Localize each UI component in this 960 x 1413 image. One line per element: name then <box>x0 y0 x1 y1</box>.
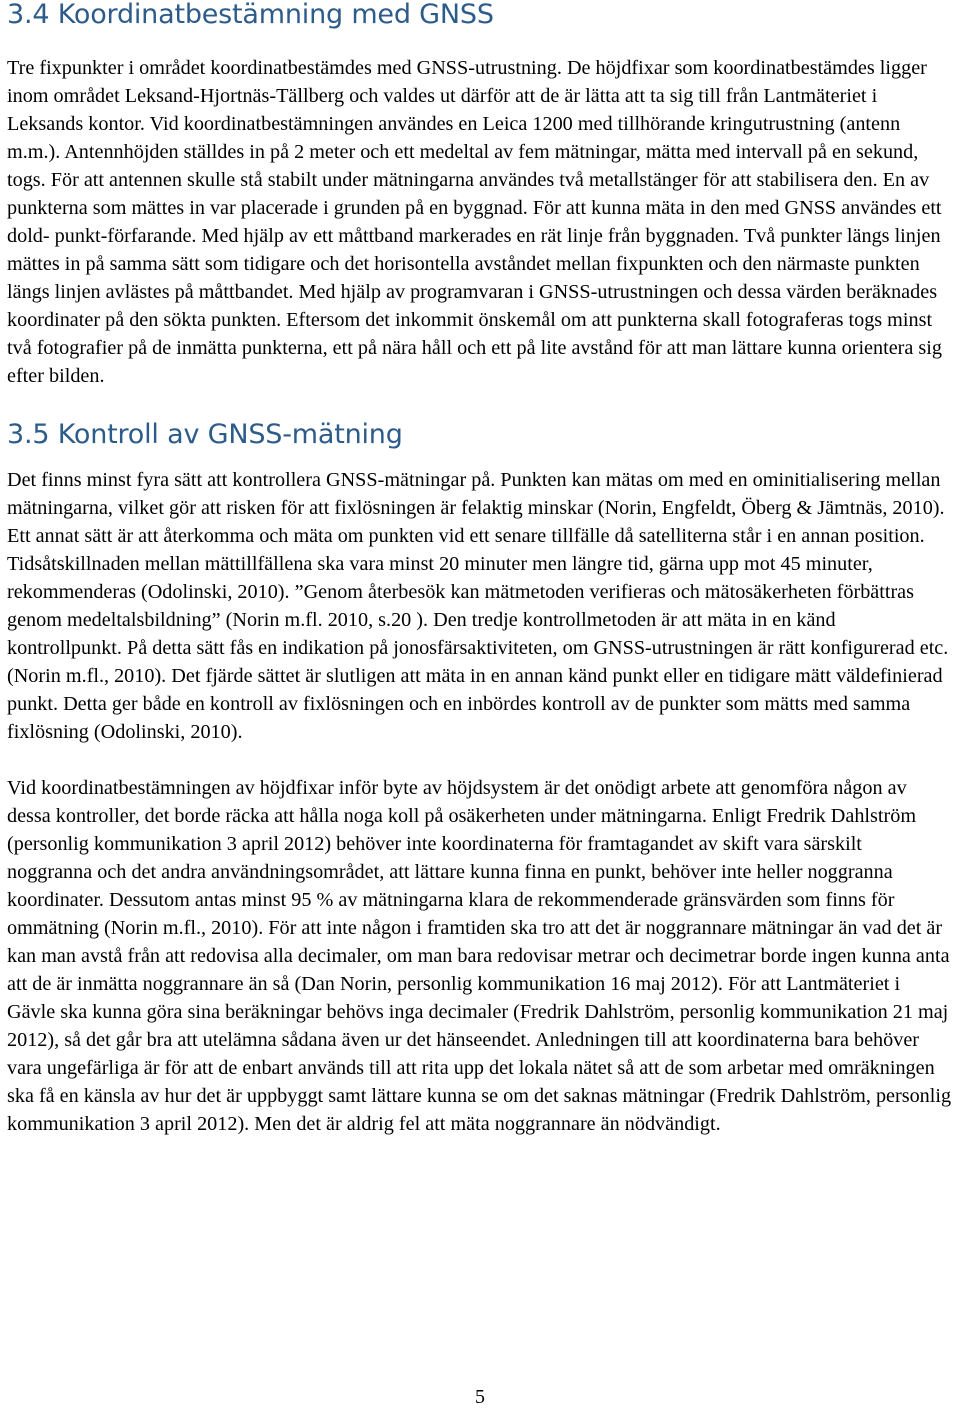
document-page <box>7 0 952 1138</box>
section-3-4-paragraph: Tre fixpunkter i området koordinatbestämdes med GNSS-utrustning. De höjdfixar som koordinatbestämdes ligger inom området Leksand-Hjortnäs-Tällberg och valdes ut därför att de är lätta att ta sig till från Lantmäteriet i Leksands kontor. Vid koordinatbestämningen användes en Leica 1200 med tillhörande kringutrustning (antenn m.m.). Antennhöjden ställdes in på 2 meter och ett medeltal av fem mätningar, mätta med intervall på en sekund, togs. För att antennen skulle stå stabilt under mätningarna användes två metallstänger för att stabilisera den. En av punkterna som mättes in var placerade i grunden på en byggnad. För att kunna mäta in den med GNSS användes ett dold- punkt-förfarande. Med hjälp av ett måttband markerades en rät linje från byggnaden. Två punkter längs linjen mättes in på samma sätt som tidigare och det horisontella avståndet mellan fixpunkten och den närmaste punkten längs linjen avlästes på måttbandet. Med hjälp av programvaran i GNSS-utrustningen och dessa värden beräknades koordinater på den sökta punkten. Eftersom det inkommit önskemål om att punkterna skall fotograferas togs minst två fotografier på de inmätta punkterna, ett på nära håll och ett på lite avstånd för att man lättare kunna orientera sig efter bilden. <box>7 57 942 387</box>
page-number: 5 <box>475 1386 485 1408</box>
section-3-5-paragraph-1: Det finns minst fyra sätt att kontrollera GNSS-mätningar på. Punkten kan mätas om med en ominitialisering mellan mätningarna, vilket gör att risken för att fixlösningen är felaktig minskar (Norin, Engfeldt, Öberg & Jämtnäs, 2010). Ett annat sätt är att återkomma och mäta om punkten vid ett senare tillfälle då satelliterna står i en annan position. Tidsåtskillnaden mellan mättillfällena ska vara minst 20 minuter men längre tid, gärna upp mot 45 minuter, rekommenderas (Odolinski, 2010). ”Genom återbesök kan mätmetoden verifieras och mätosäkerheten förbättras genom medeltalsbildning” (Norin m.fl. 2010, s.20 ). Den tredje kontrollmetoden är att mäta in en känd kontrollpunkt. På detta sätt fås en indikation på jonosfärsaktiviteten, om GNSS-utrustningen är rätt konfigurerad etc. (Norin m.fl., 2010). Det fjärde sättet är slutligen att mäta in en annan känd punkt eller en tidigare mätt väldefinierad punkt. Detta ger både en kontroll av fixlösningen och en inbördes kontroll av de punkter som mätts med samma fixlösning (Odolinski, 2010). <box>7 469 949 743</box>
section-3-5-paragraph-2: Vid koordinatbestämningen av höjdfixar inför byte av höjdsystem är det onödigt arbete att genomföra någon av dessa kontroller, det borde räcka att hålla noga koll på osäkerheten under mätningarna. Enligt Fredrik Dahlström (personlig kommunikation 3 april 2012) behöver inte koordinaterna för framtagandet av skift vara särskilt noggranna och det andra användningsområdet, att lättare kunna finna en punkt, behöver inte heller noggranna koordinater. Dessutom antas minst 95 % av mätningarna klara de rekommenderade gränsvärden som finns för ommätning (Norin m.fl., 2010). För att inte någon i framtiden ska tro att det är noggrannare mätningar än vad det är kan man avstå från att redovisa alla decimaler, om man bara redovisar metrar och decimetrar borde ingen kunna anta att de är inmätta noggrannare än så (Dan Norin, personlig kommunikation 16 maj 2012). För att Lantmäteriet i Gävle ska kunna göra sina beräkningar behövs inga decimaler (Fredrik Dahlström, personlig kommunikation 21 maj 2012), så det går bra att utelämna sådana även ur det hänseendet. Anledningen till att koordinaterna bara behöver vara ungefärliga är för att de enbart används till att rita upp det lokala nätet så att de som arbetar med omräkningen ska få en känsla av hur det är uppbyggt samt lättare kunna se om det saknas mätningar (Fredrik Dahlström, personlig kommunikation 3 april 2012). Men det är aldrig fel att mäta noggrannare än nödvändigt. <box>7 777 952 1135</box>
section-heading-3-5: 3.5 Kontroll av GNSS-mätning <box>7 419 403 450</box>
section-heading-3-4: 3.4 Koordinatbestämning med GNSS <box>7 0 494 30</box>
